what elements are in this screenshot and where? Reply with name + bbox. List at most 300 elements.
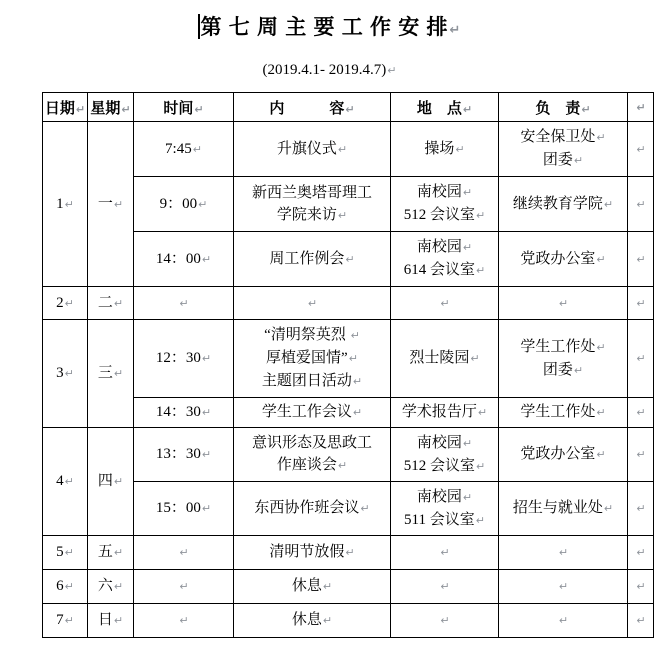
paragraph-mark-icon: ↵: [462, 102, 473, 116]
paragraph-mark-icon: ↵: [596, 131, 606, 144]
content-cell: [234, 232, 391, 287]
cell-line: [234, 432, 390, 454]
content-cell: [234, 287, 391, 320]
paragraph-mark-icon: ↵: [201, 352, 212, 365]
paragraph-mark-icon: ↵: [476, 209, 486, 222]
cell-line: [391, 236, 498, 259]
document-subtitle-line: [0, 62, 659, 79]
paragraph-mark-icon: ↵: [198, 197, 208, 211]
cell-text: 512 会议室: [403, 457, 476, 474]
cell-line: [88, 362, 133, 385]
cell-line: [391, 138, 498, 161]
paragraph-mark-icon: ↵: [596, 252, 606, 266]
cell-line: [234, 248, 390, 271]
paragraph-mark-icon: ↵: [636, 352, 646, 365]
content-cell: [234, 320, 391, 398]
paragraph-mark-icon: ↵: [603, 197, 614, 211]
row-end-mark: [628, 482, 654, 536]
paragraph-mark-icon: ↵: [201, 448, 212, 461]
paragraph-mark-icon: ↵: [636, 252, 646, 266]
table-row: [43, 320, 654, 398]
cell-line: [234, 204, 390, 227]
owner-cell: [499, 287, 628, 320]
paragraph-mark-icon: ↵: [596, 340, 606, 354]
cell-text: 烈士陵园: [409, 350, 470, 366]
cell-line: [88, 541, 133, 564]
header-text: 内 容: [269, 100, 345, 117]
cell-text: 15：00: [155, 500, 201, 516]
cell-text: 东西协作班会议: [254, 500, 360, 516]
cell-line: [134, 575, 233, 598]
paragraph-mark-icon: ↵: [440, 296, 450, 310]
cell-line: [134, 292, 233, 315]
cell-text: 休息: [291, 612, 322, 628]
cell-line: [391, 292, 498, 315]
column-header-6: [499, 93, 628, 122]
cell-text: 9：00: [159, 195, 198, 212]
paragraph-mark-icon: ↵: [113, 197, 124, 211]
paragraph-mark-icon: ↵: [113, 296, 124, 310]
time-cell: [134, 536, 234, 570]
weekday-cell: [88, 536, 134, 570]
paragraph-mark-icon: ↵: [345, 102, 355, 116]
paragraph-mark-icon: ↵: [636, 142, 646, 156]
cell-line: [391, 455, 498, 478]
cell-text: 南校园: [416, 434, 462, 451]
cell-text: 14：30: [155, 404, 201, 420]
column-header-4: [234, 93, 391, 122]
paragraph-mark-icon: ↵: [462, 490, 473, 504]
table-row: [43, 122, 654, 177]
cell-text: 主题团日活动: [261, 373, 352, 389]
cell-line: [391, 401, 498, 424]
paragraph-mark-icon: ↵: [64, 475, 74, 488]
cell-line: [134, 248, 233, 271]
cell-text: 六: [97, 578, 113, 594]
content-cell: [234, 536, 391, 570]
paragraph-mark-icon: ↵: [636, 296, 646, 310]
cell-text: 4: [56, 473, 64, 489]
paragraph-mark-icon: ↵: [322, 580, 333, 593]
paragraph-mark-icon: ↵: [113, 546, 124, 559]
cell-text: 清明节放假: [269, 544, 345, 560]
table-row: [43, 570, 654, 604]
location-cell: [391, 232, 499, 287]
table-row: [43, 536, 654, 570]
cell-text: 3: [56, 365, 64, 381]
paragraph-mark-icon: ↵: [636, 580, 646, 593]
content-cell: [234, 482, 391, 536]
cell-text: 南校园: [416, 488, 462, 505]
cell-line: [88, 470, 133, 493]
cell-text: 团委: [542, 152, 573, 168]
paragraph-mark-icon: ↵: [64, 580, 74, 593]
cell-line: [234, 401, 390, 424]
paragraph-mark-icon: ↵: [345, 546, 355, 559]
owner-cell: [499, 482, 628, 536]
cell-text: 614 会议室: [403, 262, 476, 278]
paragraph-mark-icon: ↵: [192, 142, 202, 156]
paragraph-mark-icon: ↵: [75, 102, 86, 116]
cell-text: 周工作例会: [269, 250, 345, 267]
cell-text: 6: [56, 578, 64, 594]
paragraph-mark-icon: ↵: [475, 513, 485, 527]
weekday-cell: [88, 570, 134, 604]
cell-line: [43, 575, 87, 598]
paragraph-mark-icon: ↵: [440, 546, 450, 559]
paragraph-mark-icon: ↵: [636, 614, 646, 627]
location-cell: [391, 570, 499, 604]
cell-text: 1: [56, 195, 64, 212]
location-cell: [391, 320, 499, 398]
paragraph-mark-icon: ↵: [462, 186, 473, 199]
row-end-mark: [628, 122, 654, 177]
cell-text: 学生工作会议: [261, 404, 352, 420]
cell-line: [88, 292, 133, 315]
cell-text: 2: [56, 294, 64, 311]
cell-line: [43, 609, 87, 632]
date-cell: [43, 604, 88, 638]
cell-text: 招生与就业处: [512, 500, 603, 516]
cell-text: 党政办公室: [520, 250, 596, 267]
column-header-1: [43, 93, 88, 122]
paragraph-mark-icon: ↵: [636, 406, 646, 419]
location-cell: [391, 287, 499, 320]
paragraph-mark-icon: ↵: [113, 475, 124, 488]
cell-text: 团委: [542, 361, 573, 378]
paragraph-mark-icon: ↵: [64, 614, 74, 627]
table-row: [43, 482, 654, 536]
cell-line: [391, 509, 498, 532]
paragraph-mark-icon: ↵: [352, 406, 363, 419]
paragraph-mark-icon: ↵: [462, 436, 473, 450]
owner-cell: [499, 604, 628, 638]
paragraph-mark-icon: ↵: [121, 102, 131, 116]
date-cell: [43, 320, 88, 428]
cell-line: [43, 541, 87, 564]
row-end-mark: [628, 536, 654, 570]
cell-line: [499, 541, 627, 564]
cell-line: [134, 497, 233, 520]
paragraph-mark-icon: ↵: [64, 546, 74, 559]
cell-text: 学生工作处: [520, 404, 596, 420]
paragraph-mark-icon: ↵: [558, 546, 569, 559]
paragraph-mark-icon: ↵: [337, 208, 348, 222]
cell-line: [391, 575, 498, 598]
table-header: [43, 93, 654, 122]
cell-text: 南校园: [416, 184, 462, 200]
cell-text: 作座谈会: [276, 457, 337, 473]
cell-line: [88, 609, 133, 632]
paragraph-mark-icon: ↵: [307, 296, 318, 310]
cell-line: [88, 575, 133, 598]
paragraph-mark-icon: ↵: [476, 264, 486, 277]
row-end-mark: [628, 93, 654, 122]
paragraph-mark-icon: ↵: [179, 296, 189, 310]
paragraph-mark-icon: ↵: [179, 580, 189, 593]
table-row: [43, 177, 654, 232]
cell-line: [499, 609, 627, 632]
paragraph-mark-icon: ↵: [387, 64, 397, 77]
cell-text: 继续教育学院: [512, 195, 603, 212]
schedule-table: [42, 92, 654, 638]
cell-line: [234, 609, 390, 632]
cell-text: 13：30: [155, 446, 201, 462]
location-cell: [391, 604, 499, 638]
cell-text: 511 会议室: [404, 511, 475, 528]
cell-line: [499, 292, 627, 315]
cell-text: 14：00: [155, 250, 201, 267]
cell-text: 意识形态及思政工: [251, 435, 372, 451]
paragraph-mark-icon: ↵: [352, 375, 363, 388]
paragraph-mark-icon: ↵: [470, 352, 480, 365]
paragraph-mark-icon: ↵: [64, 367, 74, 380]
cell-text: 四: [97, 473, 113, 489]
cell-line: [234, 138, 390, 161]
cell-line: [234, 292, 390, 315]
time-cell: [134, 320, 234, 398]
cell-line: [499, 126, 627, 149]
header-text: 时间: [163, 100, 194, 117]
row-end-mark: [628, 320, 654, 398]
date-cell: [43, 122, 88, 287]
cell-text: 升旗仪式: [276, 140, 337, 157]
time-cell: [134, 177, 234, 232]
paragraph-mark-icon: ↵: [573, 154, 584, 167]
weekday-cell: [88, 428, 134, 536]
paragraph-mark-icon: ↵: [636, 448, 646, 461]
paragraph-mark-icon: ↵: [596, 448, 606, 461]
paragraph-mark-icon: ↵: [636, 546, 646, 559]
paragraph-mark-icon: ↵: [455, 142, 465, 156]
cell-line: [499, 401, 627, 424]
row-end-mark: [628, 570, 654, 604]
column-header-5: [391, 93, 499, 122]
location-cell: [391, 398, 499, 428]
header-text: 负 责: [535, 100, 581, 117]
table-row: [43, 287, 654, 320]
paragraph-mark-icon: ↵: [449, 23, 462, 38]
paragraph-mark-icon: ↵: [194, 102, 204, 116]
cell-text: 二: [97, 294, 113, 311]
cell-line: [43, 292, 87, 315]
date-range: (2019.4.1- 2019.4.7): [262, 62, 387, 78]
cell-text: 操场: [424, 140, 455, 157]
owner-cell: [499, 177, 628, 232]
date-cell: [43, 428, 88, 536]
row-end-mark: [628, 287, 654, 320]
time-cell: [134, 122, 234, 177]
cell-text: 学术报告厅: [401, 404, 477, 420]
weekday-cell: [88, 320, 134, 428]
table-body: [43, 122, 654, 638]
paragraph-mark-icon: ↵: [558, 614, 569, 627]
time-cell: [134, 604, 234, 638]
cell-text: 党政办公室: [520, 446, 596, 462]
date-cell: [43, 287, 88, 320]
time-cell: [134, 398, 234, 428]
header-text: 日期: [44, 100, 75, 117]
cell-line: [134, 401, 233, 424]
cell-text: 厚植爱国情”: [266, 350, 348, 366]
paragraph-mark-icon: ↵: [348, 352, 358, 365]
document-title: 第 七 周 主 要 工 作 安 排: [200, 15, 449, 39]
table-header-row: [43, 93, 654, 122]
cell-line: [391, 432, 498, 455]
column-header-3: [134, 93, 234, 122]
cell-line: [134, 609, 233, 632]
paragraph-mark-icon: ↵: [636, 197, 646, 211]
cell-text: 5: [56, 544, 64, 560]
cell-text: 12：30: [155, 350, 201, 366]
cell-text: 南校园: [416, 239, 462, 255]
cell-line: [234, 370, 390, 393]
time-cell: [134, 570, 234, 604]
content-cell: [234, 428, 391, 482]
cell-text: 日: [97, 612, 113, 628]
owner-cell: [499, 536, 628, 570]
time-cell: [134, 482, 234, 536]
paragraph-mark-icon: ↵: [201, 406, 212, 419]
paragraph-mark-icon: ↵: [636, 502, 646, 515]
cell-line: [499, 336, 627, 359]
paragraph-mark-icon: ↵: [345, 252, 355, 266]
cell-text: 五: [97, 544, 113, 560]
weekday-cell: [88, 122, 134, 287]
row-end-mark: [628, 604, 654, 638]
time-cell: [134, 428, 234, 482]
cell-text: 学院来访: [276, 206, 337, 223]
cell-text: “清明祭英烈: [264, 327, 350, 343]
table-row: [43, 232, 654, 287]
cell-line: [499, 193, 627, 216]
paragraph-mark-icon: ↵: [113, 614, 124, 627]
paragraph-mark-icon: ↵: [603, 502, 614, 515]
content-cell: [234, 122, 391, 177]
column-header-2: [88, 93, 134, 122]
paragraph-mark-icon: ↵: [477, 406, 488, 419]
cell-text: 学生工作处: [520, 338, 596, 355]
paragraph-mark-icon: ↵: [179, 546, 189, 559]
cell-line: [134, 193, 233, 216]
cell-line: [499, 443, 627, 466]
location-cell: [391, 536, 499, 570]
cell-text: 三: [97, 365, 113, 381]
cell-line: [234, 182, 390, 204]
cell-line: [499, 149, 627, 172]
date-cell: [43, 570, 88, 604]
cell-line: [391, 259, 498, 282]
content-cell: [234, 177, 391, 232]
paragraph-mark-icon: ↵: [440, 614, 450, 627]
location-cell: [391, 428, 499, 482]
paragraph-mark-icon: ↵: [113, 580, 124, 593]
owner-cell: [499, 428, 628, 482]
cell-text: 一: [97, 195, 113, 212]
paragraph-mark-icon: ↵: [476, 459, 486, 473]
paragraph-mark-icon: ↵: [462, 241, 473, 254]
row-end-mark: [628, 428, 654, 482]
cell-line: [234, 541, 390, 564]
cell-line: [391, 347, 498, 370]
cell-text: 新西兰奥塔哥理工: [251, 184, 372, 201]
time-cell: [134, 232, 234, 287]
cell-line: [234, 497, 390, 520]
paragraph-mark-icon: ↵: [322, 614, 333, 627]
owner-cell: [499, 320, 628, 398]
paragraph-mark-icon: ↵: [558, 580, 569, 593]
weekday-cell: [88, 604, 134, 638]
cell-line: [134, 443, 233, 466]
time-cell: [134, 287, 234, 320]
paragraph-mark-icon: ↵: [201, 502, 212, 515]
cell-line: [499, 575, 627, 598]
row-end-mark: [628, 177, 654, 232]
content-cell: [234, 604, 391, 638]
paragraph-mark-icon: ↵: [113, 367, 124, 380]
weekday-cell: [88, 287, 134, 320]
cell-text: 7: [56, 612, 64, 628]
cell-line: [134, 138, 233, 161]
cell-line: [234, 347, 390, 370]
cell-line: [134, 541, 233, 564]
location-cell: [391, 482, 499, 536]
paragraph-mark-icon: ↵: [360, 502, 370, 515]
owner-cell: [499, 398, 628, 428]
cell-line: [499, 248, 627, 271]
cell-line: [43, 362, 87, 385]
cell-line: [234, 324, 390, 347]
paragraph-mark-icon: ↵: [337, 142, 348, 156]
date-cell: [43, 536, 88, 570]
content-cell: [234, 398, 391, 428]
cell-line: [391, 204, 498, 227]
text-cursor-caret: [198, 14, 200, 39]
paragraph-mark-icon: ↵: [573, 363, 584, 377]
paragraph-mark-icon: ↵: [581, 102, 591, 116]
cell-text: 安全保卫处: [520, 129, 596, 145]
cell-line: [391, 486, 498, 509]
cell-line: [391, 609, 498, 632]
owner-cell: [499, 570, 628, 604]
paragraph-mark-icon: ↵: [596, 406, 606, 419]
cell-line: [499, 359, 627, 382]
paragraph-mark-icon: ↵: [558, 296, 569, 310]
cell-line: [88, 193, 133, 216]
table-row: [43, 398, 654, 428]
cell-line: [391, 181, 498, 204]
header-text: 星期: [90, 100, 121, 117]
paragraph-mark-icon: ↵: [64, 296, 74, 310]
paragraph-mark-icon: ↵: [201, 252, 212, 266]
content-cell: [234, 570, 391, 604]
cell-line: [134, 347, 233, 370]
table-row: [43, 604, 654, 638]
paragraph-mark-icon: ↵: [350, 329, 360, 342]
owner-cell: [499, 232, 628, 287]
header-text: 地 点: [416, 100, 462, 117]
cell-line: [499, 497, 627, 520]
paragraph-mark-icon: ↵: [440, 580, 450, 593]
cell-line: [43, 193, 87, 216]
row-end-mark: [628, 398, 654, 428]
owner-cell: [499, 122, 628, 177]
paragraph-mark-icon: ↵: [337, 459, 348, 472]
cell-line: [234, 454, 390, 477]
cell-line: [391, 541, 498, 564]
cell-text: 休息: [291, 578, 322, 594]
paragraph-mark-icon: ↵: [636, 100, 646, 114]
